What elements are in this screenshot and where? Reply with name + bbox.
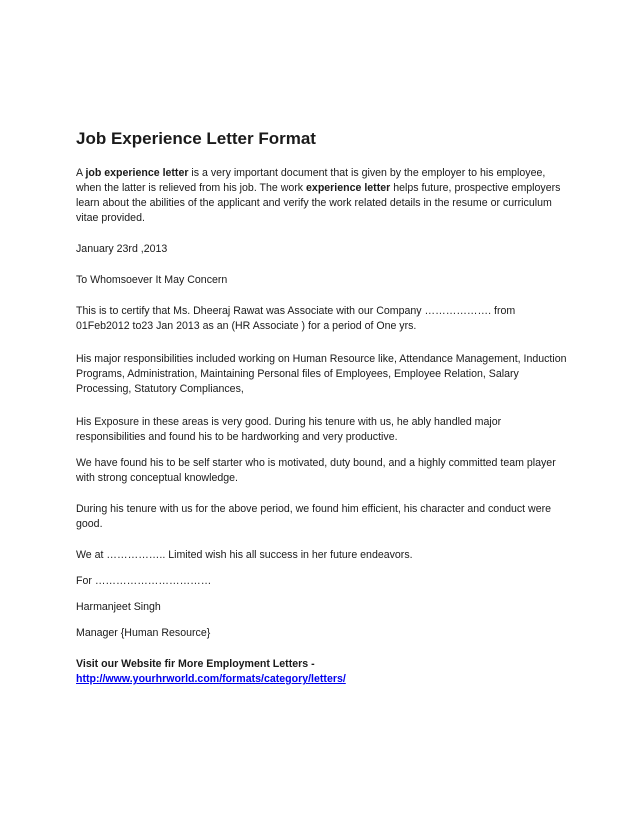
wish-paragraph: We at …………….. Limited wish his all success in her future endeavors. bbox=[76, 549, 413, 561]
visit-website-text: Visit our Website fir More Employment Letters - bbox=[76, 658, 315, 670]
signatory-title: Manager {Human Resource} bbox=[76, 627, 211, 639]
website-link[interactable]: http://www.yourhrworld.com/formats/category/letters/ bbox=[76, 673, 346, 685]
letter-date: January 23rd ,2013 bbox=[76, 243, 168, 255]
exposure-paragraph: His Exposure in these areas is very good. During his tenure with us, he ably handled major responsibilities and found his to be hardworking and very productive. bbox=[76, 416, 502, 443]
intro-bold-2: experience letter bbox=[306, 182, 391, 194]
document-page bbox=[76, 128, 568, 687]
signatory-name: Harmanjeet Singh bbox=[76, 601, 161, 613]
responsibilities-paragraph: His major responsibilities included working on Human Resource like, Attendance Management, Induction Programs, Administration, Maintaining Personal files of Employees, Employee Relation, Salary Processing, Statutory Compliances, bbox=[76, 353, 567, 395]
letter-salutation: To Whomsoever It May Concern bbox=[76, 274, 228, 286]
certify-paragraph: This is to certify that Ms. Dheeraj Rawat was Associate with our Company ………………. from 01Feb2012 to23 Jan 2013 as an (HR Associate ) for a period of One yrs. bbox=[76, 305, 516, 332]
tenure-paragraph: During his tenure with us for the above period, we found him efficient, his character and conduct were good. bbox=[76, 503, 552, 530]
intro-text-3: helps future, prospective employers learn about the abilities of the applicant and verify the work related details in the resume or curriculum vitae provided. bbox=[76, 182, 561, 224]
intro-text-1: A bbox=[76, 167, 86, 179]
intro-bold-1: job experience letter bbox=[85, 167, 189, 179]
for-line: For …………………………… bbox=[76, 575, 212, 587]
intro-paragraph bbox=[76, 166, 568, 226]
self-starter-paragraph: We have found his to be self starter who is motivated, duty bound, and a highly committed team player with strong conceptual knowledge. bbox=[76, 457, 556, 484]
page-title: Job Experience Letter Format bbox=[76, 129, 316, 148]
intro-text-2: is a very important document that is given by the employer to his employee, when the latter is relieved from his job. The work bbox=[76, 167, 546, 194]
